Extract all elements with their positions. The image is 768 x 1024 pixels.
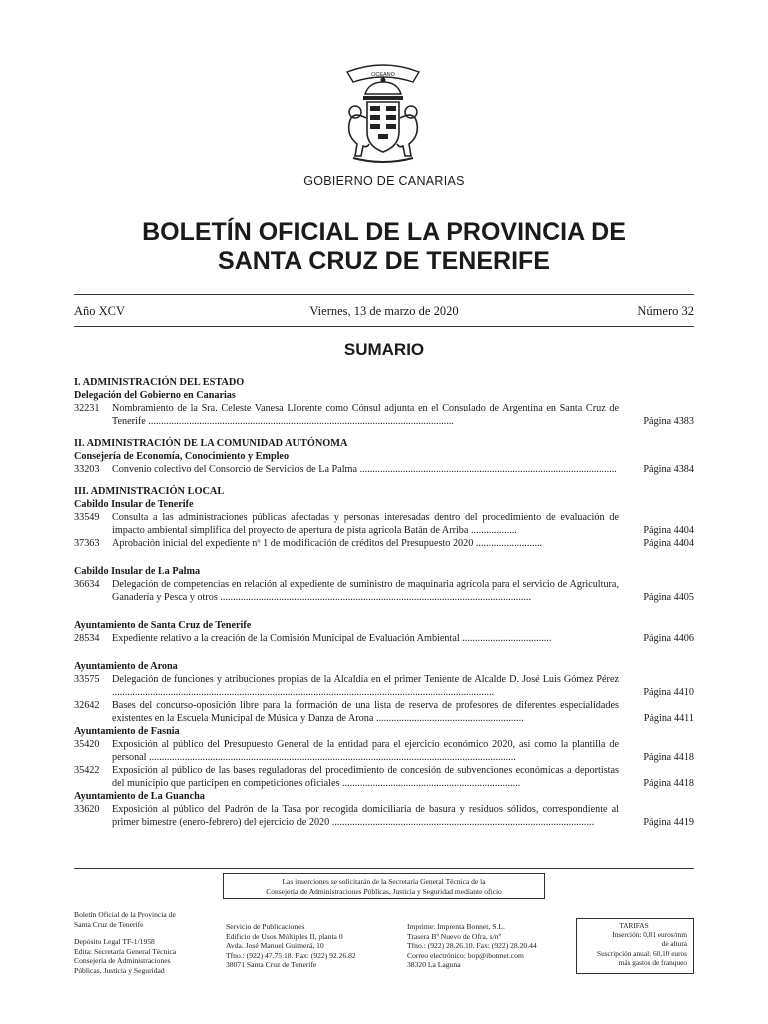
footer-line: Correo electrónico: bop@ibonnet.com bbox=[407, 950, 524, 960]
entry-number: 35422 bbox=[74, 765, 100, 776]
subsection-heading: Cabildo Insular de La Palma bbox=[74, 566, 201, 577]
toc-entry[interactable]: 36634 Delegación de competencias en relación al expediente de suministro de maquinaria agrícola para el servicio de Agricultura, Ganadería y Pesca y otros .......................................................................................................................... Página 4405 bbox=[74, 579, 694, 603]
toc-entry[interactable]: 33620 Exposición al público del Padrón de la Tasa por recogida domiciliaria de basura y residuos sólidos, correspondiente al primer bimestre (enero-febrero) del ejercicio de 2020 ....................................................................................................... Página 4419 bbox=[74, 804, 694, 828]
entry-number: 28534 bbox=[74, 633, 100, 644]
entry-text: Convenio colectivo del Consorcio de Servicios de La Palma bbox=[112, 464, 358, 475]
entry-text: Delegación de competencias en relación al expediente de suministro de maquinaria agrícola para el servicio de Agricultura, Ganadería y Pesca y otros bbox=[112, 579, 619, 603]
entry-page: Página 4405 bbox=[643, 592, 694, 603]
toc-entry[interactable]: 32642 Bases del concurso-oposición libre para la formación de una lista de reserva de profesores de diferentes especialidades existentes en la Escuela Municipal de Música y Danza de Arona .......................................................... Página 4411 bbox=[74, 700, 694, 724]
entry-text: Exposición al público del Padrón de la Tasa por recogida domiciliaria de basura y residuos sólidos, correspondiente al primer bimestre (enero-febrero) del ejercicio de 2020 bbox=[112, 804, 619, 828]
entry-number: 33575 bbox=[74, 674, 100, 685]
toc-entry[interactable]: 33575 Delegación de funciones y atribuciones propias de la Alcaldía en el primer Teniente de Alcalde D. José Luis Gómez Pérez ...................................................................................................................................................... Página 4410 bbox=[74, 674, 694, 698]
issue-year: Año XCV bbox=[74, 304, 126, 318]
toc-entry[interactable]: 32231 Nombramiento de la Sra. Celeste Vanesa Llorente como Cónsul adjunta en el Consulado de Argentina en Santa Cruz de Tenerife ........................................................................................................................ Página 4383 bbox=[74, 403, 694, 427]
issue-meta bbox=[74, 304, 694, 320]
entry-number: 35420 bbox=[74, 739, 100, 750]
section-heading: I. ADMINISTRACIÓN DEL ESTADO bbox=[74, 377, 245, 388]
entry-text: Bases del concurso-oposición libre para la formación de una lista de reserva de profesores de diferentes especialidades existentes en la Escuela Municipal de Música y Danza de Arona bbox=[112, 700, 619, 724]
footer-line: Avda. José Manuel Guimerá, 10 bbox=[226, 941, 324, 950]
coat-of-arms-icon bbox=[333, 60, 433, 172]
insertion-notice bbox=[223, 873, 545, 899]
footer-line: Públicas, Justicia y Seguridad bbox=[74, 965, 165, 975]
footer-line: Trasera Bº Nuevo de Ofra, s/nº bbox=[407, 931, 501, 941]
entry-number: 33549 bbox=[74, 512, 100, 523]
footer-line: Depósito Legal TF-1/1958 bbox=[74, 937, 155, 946]
entry-text: Expediente relativo a la creación de la Comisión Municipal de Evaluación Ambiental bbox=[112, 633, 460, 644]
entry-page: Página 4410 bbox=[643, 687, 694, 698]
toc-entry[interactable]: 33549 Consulta a las administraciones públicas afectadas y personas interesadas dentro del procedimiento de evaluación de impacto ambiental simplifica del proyecto de apertura de pista agrícola Batán de Arriba .................. Página 4404 bbox=[74, 512, 694, 536]
entry-number: 37363 bbox=[74, 538, 100, 549]
footer-line: Consejería de Administraciones bbox=[74, 956, 171, 965]
entry-text: Consulta a las administraciones públicas afectadas y personas interesadas dentro del procedimiento de evaluación de impacto ambiental simplifica del proyecto de apertura de pista agrícola Batán de Arriba bbox=[112, 512, 619, 536]
footer-line: Tfno.: (922) 47.75.18. Fax: (922) 92.26.82 bbox=[226, 950, 356, 960]
toc-entry[interactable]: 33203 Convenio colectivo del Consorcio de Servicios de La Palma ..................................................................................................... Página 4384 bbox=[74, 464, 694, 475]
entry-text: Exposición al público de las bases reguladoras del procedimiento de concesión de subvenciones económicas a deportistas del municipio que participen en competiciones oficiales bbox=[112, 765, 619, 789]
entry-page: Página 4404 bbox=[643, 525, 694, 536]
footer-line: Santa Cruz de Tenerife bbox=[74, 919, 144, 929]
issue-number: Número 32 bbox=[637, 304, 694, 318]
subsection-heading: Delegación del Gobierno en Canarias bbox=[74, 390, 236, 401]
entry-number: 32642 bbox=[74, 700, 100, 711]
subsection-heading: Ayuntamiento de La Guancha bbox=[74, 791, 205, 802]
entry-number: 36634 bbox=[74, 579, 100, 590]
entry-page: Página 4411 bbox=[643, 713, 694, 724]
footer-line: Servicio de Publicaciones bbox=[226, 922, 305, 931]
toc-entry[interactable]: 35422 Exposición al público de las bases reguladoras del procedimiento de concesión de subvenciones económicas a deportistas del municipio que participen en competiciones oficiales ...................................................................... Página 4418 bbox=[74, 765, 694, 789]
entry-page: Página 4418 bbox=[643, 778, 694, 789]
entry-text: Nombramiento de la Sra. Celeste Vanesa Llorente como Cónsul adjunta en el Consulado de Argentina en Santa Cruz de Tenerife bbox=[112, 403, 619, 427]
entry-page: Página 4406 bbox=[643, 633, 694, 644]
entry-number: 33203 bbox=[74, 464, 100, 475]
footer-publisher bbox=[74, 910, 224, 975]
tarifas-title: TARIFAS bbox=[619, 921, 649, 930]
toc-entry[interactable]: 28534 Expediente relativo a la creación de la Comisión Municipal de Evaluación Ambiental ................................... Página 4406 bbox=[74, 633, 694, 644]
entry-text: Exposición al público del Presupuesto General de la entidad para el ejercicio económico 2020, así como la plantilla de personal bbox=[112, 739, 619, 763]
divider-footer bbox=[74, 868, 694, 869]
divider-top bbox=[74, 294, 694, 295]
footer-line: 38320 La Laguna bbox=[407, 960, 461, 969]
footer-line: Tfno.: (922) 28.26.10. Fax: (922) 28.20.44 bbox=[407, 941, 537, 950]
subsection-heading: Ayuntamiento de Arona bbox=[74, 661, 178, 672]
entry-number: 32231 bbox=[74, 403, 100, 414]
sumario-heading: SUMARIO bbox=[343, 340, 425, 359]
entry-text: Delegación de funciones y atribuciones propias de la Alcaldía en el primer Teniente de Alcalde D. José Luis Gómez Pérez bbox=[112, 674, 619, 685]
entry-page: Página 4418 bbox=[643, 752, 694, 763]
footer-line: 38071 Santa Cruz de Tenerife bbox=[226, 960, 317, 969]
subsection-heading: Ayuntamiento de Santa Cruz de Tenerife bbox=[74, 620, 252, 631]
footer-line: Boletín Oficial de la Provincia de bbox=[74, 910, 176, 919]
tarifa-line: más gastos de franqueo bbox=[618, 957, 687, 967]
entry-text: Aprobación inicial del expediente nº 1 de modificación de créditos del Presupuesto 2020 bbox=[112, 538, 474, 549]
title-line-2: SANTA CRUZ DE TENERIFE bbox=[218, 247, 550, 275]
subsection-heading: Ayuntamiento de Fasnia bbox=[74, 726, 180, 737]
government-name: GOBIERNO DE CANARIAS bbox=[303, 174, 465, 188]
page-title bbox=[0, 218, 768, 276]
entry-page: Página 4419 bbox=[643, 817, 694, 828]
section-heading: III. ADMINISTRACIÓN LOCAL bbox=[74, 486, 225, 497]
toc-entry[interactable]: 37363 Aprobación inicial del expediente nº 1 de modificación de créditos del Presupuesto 2020 .......................... Página 4404 bbox=[74, 538, 694, 549]
tarifa-line: Inserción: 0,81 euros/mm bbox=[612, 930, 687, 940]
footer-service bbox=[226, 922, 396, 970]
footer-printer bbox=[407, 922, 572, 970]
notice-line-2: Consejería de Administraciones Públicas, Justicia y Seguridad mediante oficio bbox=[266, 887, 502, 896]
crest-motto: OCEANO bbox=[371, 72, 395, 78]
table-of-contents bbox=[74, 376, 694, 829]
tarifa-line: Suscripción anual: 60,10 euros bbox=[597, 948, 687, 958]
issue-date: Viernes, 13 de marzo de 2020 bbox=[309, 304, 459, 318]
subsection-heading: Consejería de Economía, Conocimiento y Empleo bbox=[74, 451, 290, 462]
footer-line: Edita: Secretaría General Técnica bbox=[74, 946, 177, 956]
notice-line-1: Las inserciones se solicitarán de la Secretaría General Técnica de la bbox=[282, 877, 486, 886]
title-line-1: BOLETÍN OFICIAL DE LA PROVINCIA DE bbox=[142, 218, 626, 246]
entry-page: Página 4384 bbox=[643, 464, 694, 475]
divider-meta bbox=[74, 326, 694, 327]
entry-page: Página 4383 bbox=[643, 416, 694, 427]
tarifa-line: de altura bbox=[661, 939, 687, 949]
footer-line: Imprime: Imprenta Bonnet, S.L. bbox=[407, 922, 505, 931]
toc-entry[interactable]: 35420 Exposición al público del Presupuesto General de la entidad para el ejercicio económico 2020, así como la plantilla de personal ................................................................................................................................................ Página 4418 bbox=[74, 739, 694, 763]
tarifas-box bbox=[576, 918, 694, 974]
entry-number: 33620 bbox=[74, 804, 100, 815]
footer-line: Edificio de Usos Múltiples II, planta 0 bbox=[226, 931, 343, 941]
section-heading: II. ADMINISTRACIÓN DE LA COMUNIDAD AUTÓNOMA bbox=[74, 438, 348, 449]
subsection-heading: Cabildo Insular de Tenerife bbox=[74, 499, 194, 510]
entry-page: Página 4404 bbox=[643, 538, 694, 549]
